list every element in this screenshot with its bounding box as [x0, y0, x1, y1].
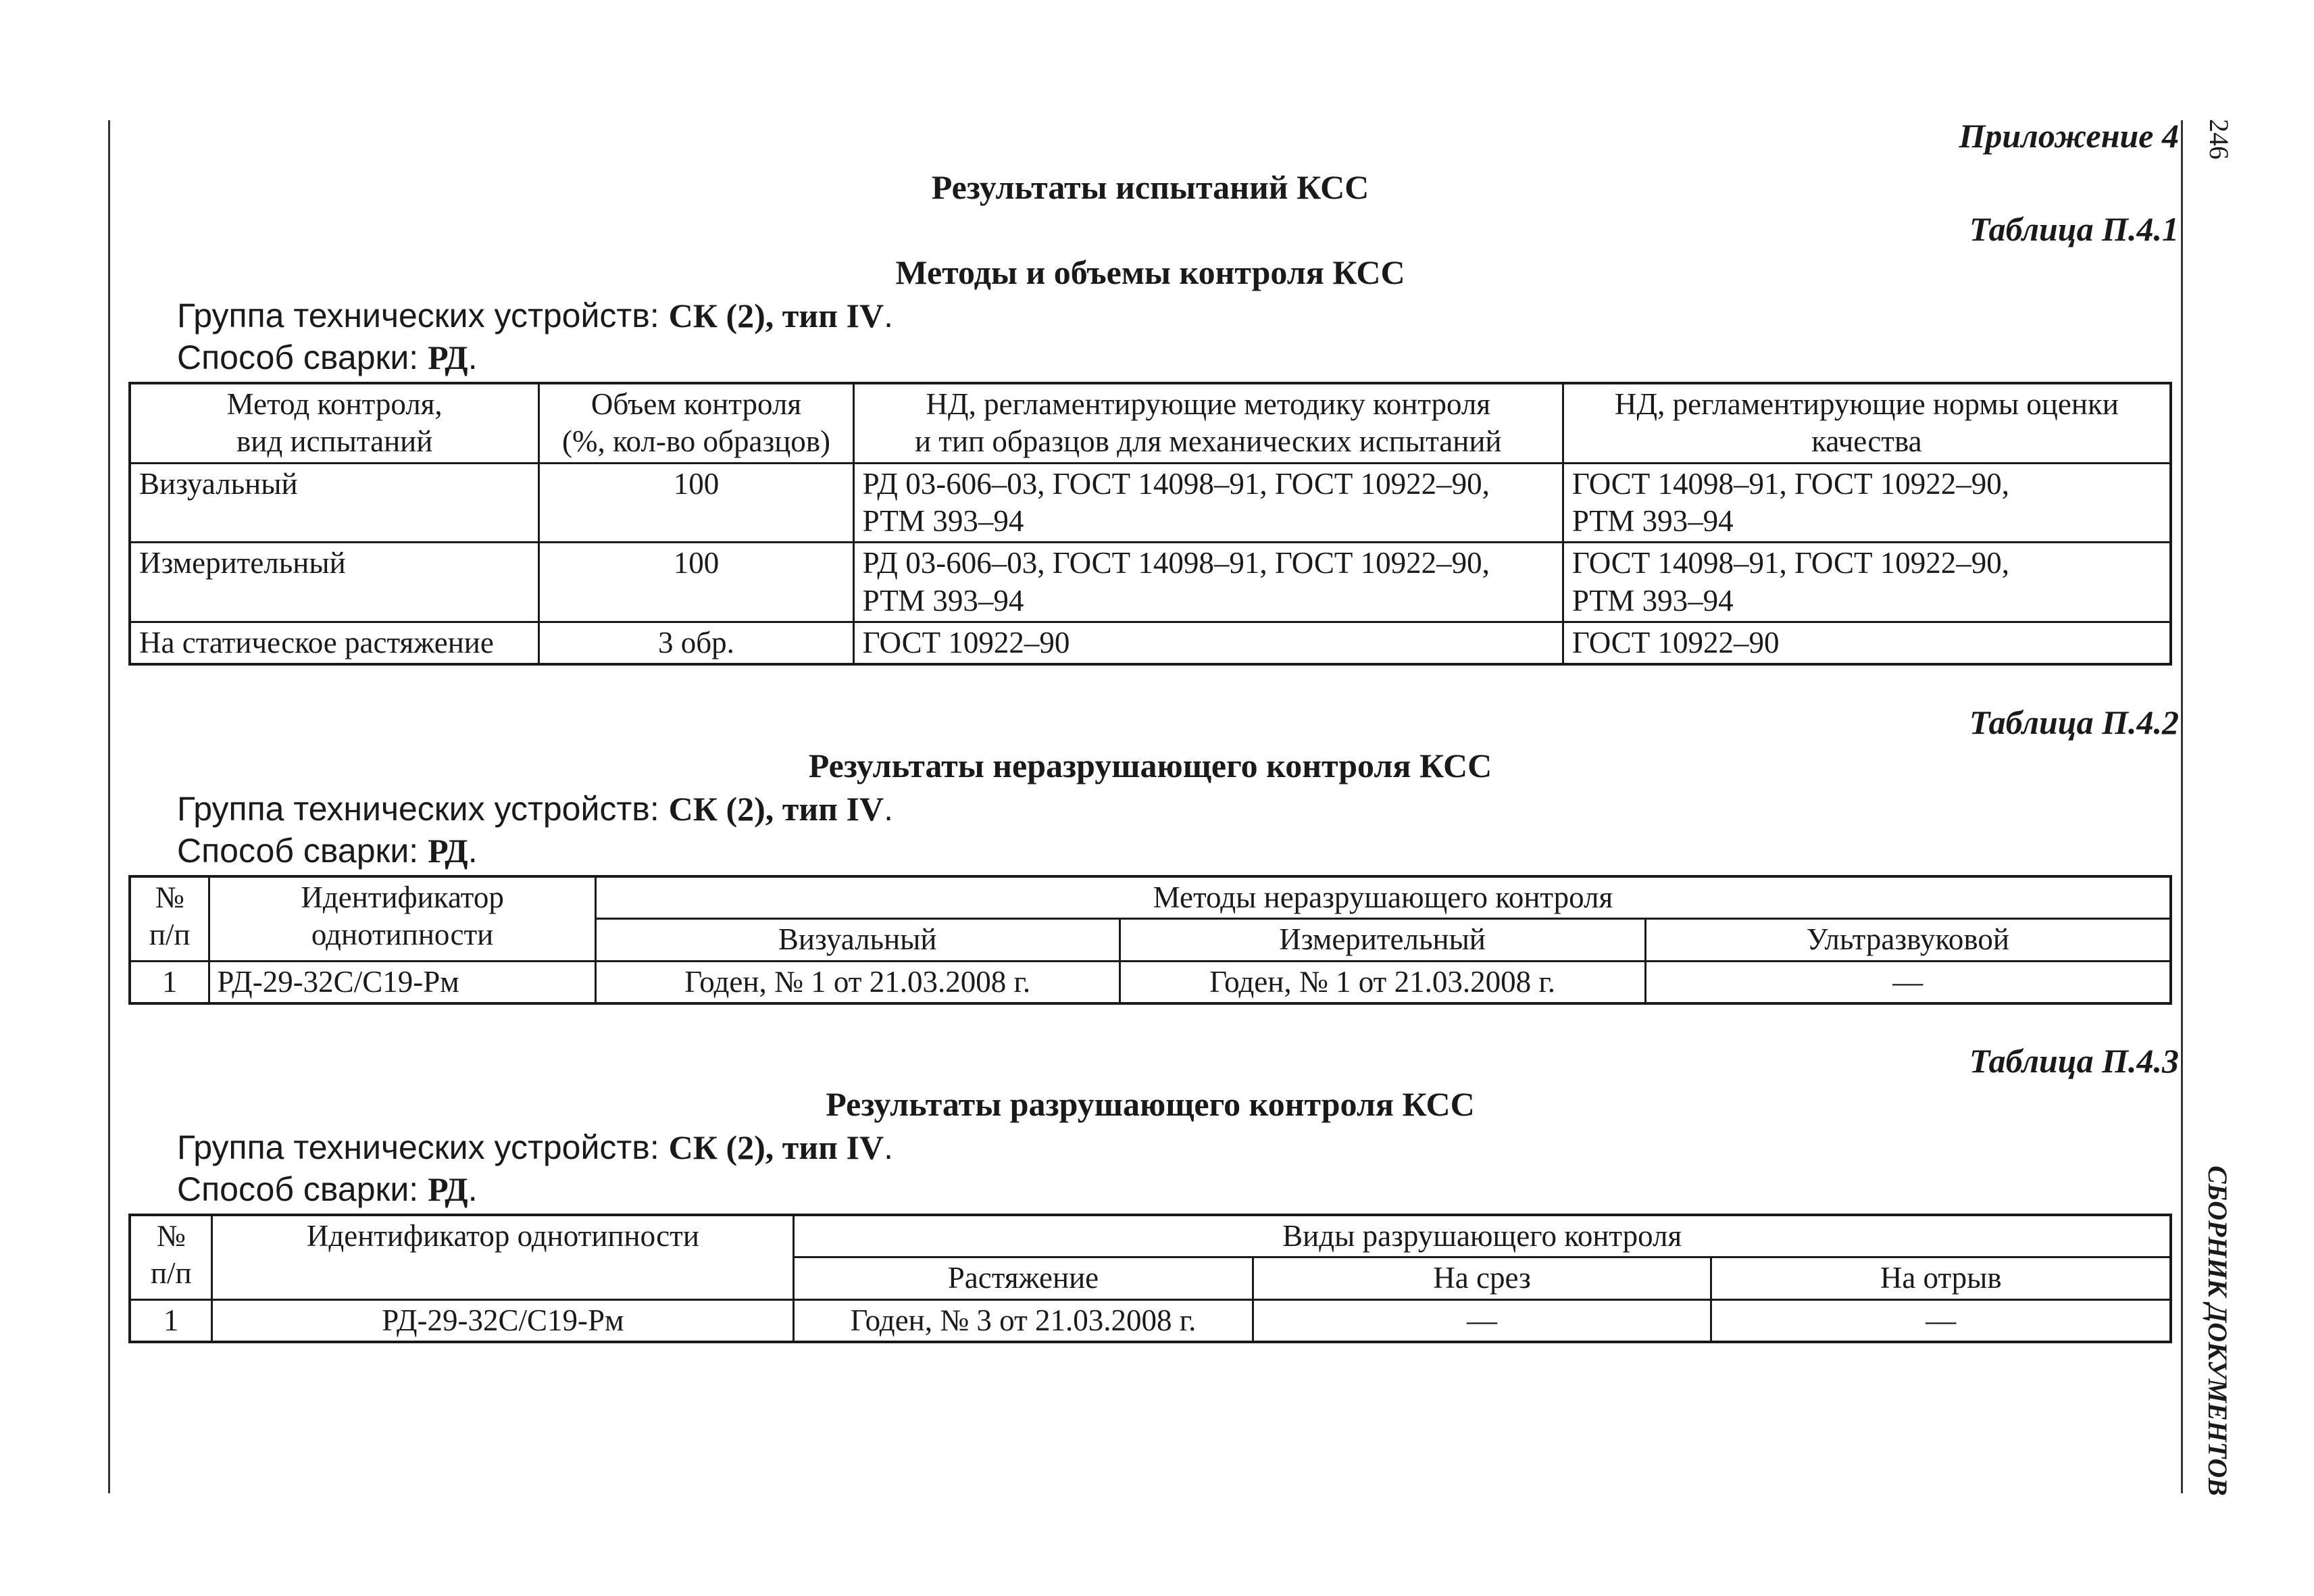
method-value: РД	[428, 339, 468, 376]
table-row	[130, 463, 2171, 543]
method-prefix: Способ сварки:	[177, 1170, 428, 1208]
table2-title: Результаты неразрушающего контроля КСС	[808, 747, 1492, 784]
group-prefix: Группа технических устройств:	[177, 297, 669, 334]
table3-label: Таблица П.4.3	[1969, 1042, 2179, 1080]
t2-cell: РД-29-32С/С19-Рм	[209, 961, 595, 1003]
appendix-label: Приложение 4	[1959, 117, 2179, 155]
t1-cell: 100	[539, 463, 853, 543]
table3	[128, 1214, 2172, 1343]
t3-cell: —	[1253, 1299, 1711, 1342]
t3-header-num: № п/п	[130, 1215, 212, 1299]
table1-header-row	[130, 383, 2171, 463]
t3-header-tension: Растяжение	[794, 1257, 1253, 1299]
table1-label: Таблица П.4.1	[1969, 210, 2179, 248]
table1-method-line: Способ сварки: РД.	[177, 339, 478, 376]
t1-cell: ГОСТ 10922–90	[853, 622, 1563, 665]
page-left-rule	[108, 120, 110, 1493]
table2-header-row	[130, 876, 2171, 919]
t2-header-ultrasonic: Ультразвуковой	[1645, 919, 2171, 961]
t2-header-id: Идентификатор однотипности	[209, 876, 595, 961]
t2-cell: —	[1645, 961, 2171, 1003]
t3-header-id: Идентификатор однотипности	[212, 1215, 794, 1299]
table-row	[130, 961, 2171, 1003]
t1-header-volume: Объем контроля (%, кол-во образцов)	[539, 383, 853, 463]
t2-header-measure: Измерительный	[1120, 919, 1645, 961]
table-row	[130, 622, 2171, 665]
table1-title: Методы и объемы контроля КСС	[895, 253, 1405, 291]
group-value: СК (2), тип IV	[668, 1128, 884, 1166]
t2-header-num: № п/п	[130, 876, 209, 961]
t2-cell: Годен, № 1 от 21.03.2008 г.	[1120, 961, 1645, 1003]
t1-cell: 3 обр.	[539, 622, 853, 665]
page-number: 246	[2204, 119, 2234, 159]
t1-cell: 100	[539, 543, 853, 622]
group-prefix: Группа технических устройств:	[177, 790, 669, 828]
t3-cell: —	[1711, 1299, 2171, 1342]
t3-header-shear: На срез	[1253, 1257, 1711, 1299]
method-value: РД	[428, 1170, 468, 1208]
t3-header-group: Виды разрушающего контроля	[794, 1215, 2171, 1257]
group-value: СК (2), тип IV	[668, 297, 884, 334]
t1-header-method: Метод контроля, вид испытаний	[130, 383, 539, 463]
table3-method-line: Способ сварки: РД.	[177, 1170, 478, 1208]
t1-cell: На статическое растяжение	[130, 622, 539, 665]
t1-cell: Визуальный	[130, 463, 539, 543]
t2-header-visual: Визуальный	[595, 919, 1120, 961]
method-value: РД	[428, 832, 468, 870]
t2-cell: Годен, № 1 от 21.03.2008 г.	[595, 961, 1120, 1003]
running-title: СБОРНИК ДОКУМЕНТОВ	[2203, 1166, 2233, 1496]
t3-cell: 1	[130, 1299, 212, 1342]
table-row	[130, 543, 2171, 622]
t1-header-nd-norms: НД, регламентирующие нормы оценки качества	[1563, 383, 2171, 463]
table2-label: Таблица П.4.2	[1969, 703, 2179, 741]
table2-method-line: Способ сварки: РД.	[177, 832, 478, 870]
table2	[128, 875, 2172, 1005]
table1-group-line: Группа технических устройств: СК (2), тип IV.	[177, 297, 893, 334]
table3-group-line: Группа технических устройств: СК (2), тип IV.	[177, 1128, 893, 1166]
t2-cell: 1	[130, 961, 209, 1003]
group-prefix: Группа технических устройств:	[177, 1128, 669, 1166]
page-right-rule	[2181, 120, 2183, 1493]
t1-cell: ГОСТ 14098–91, ГОСТ 10922–90, РТМ 393–94	[1563, 543, 2171, 622]
method-prefix: Способ сварки:	[177, 339, 428, 376]
t1-cell: Измерительный	[130, 543, 539, 622]
t3-cell: Годен, № 3 от 21.03.2008 г.	[794, 1299, 1253, 1342]
table3-title: Результаты разрушающего контроля КСС	[826, 1085, 1475, 1123]
table3-header-row	[130, 1215, 2171, 1257]
main-title: Результаты испытаний КСС	[931, 168, 1369, 206]
t2-header-group: Методы неразрушающего контроля	[595, 876, 2171, 919]
t3-header-tear: На отрыв	[1711, 1257, 2171, 1299]
table2-group-line: Группа технических устройств: СК (2), тип IV.	[177, 790, 893, 828]
t1-cell: РД 03-606–03, ГОСТ 14098–91, ГОСТ 10922–90, РТМ 393–94	[853, 543, 1563, 622]
table1	[128, 382, 2172, 666]
t1-cell: ГОСТ 10922–90	[1563, 622, 2171, 665]
t3-cell: РД-29-32С/С19-Рм	[212, 1299, 794, 1342]
t1-cell: РД 03-606–03, ГОСТ 14098–91, ГОСТ 10922–90, РТМ 393–94	[853, 463, 1563, 543]
t1-cell: ГОСТ 14098–91, ГОСТ 10922–90, РТМ 393–94	[1563, 463, 2171, 543]
method-prefix: Способ сварки:	[177, 832, 428, 870]
group-value: СК (2), тип IV	[668, 790, 884, 828]
table-row	[130, 1299, 2171, 1342]
t1-header-nd-method: НД, регламентирующие методику контроля и тип образцов для механических испытаний	[853, 383, 1563, 463]
